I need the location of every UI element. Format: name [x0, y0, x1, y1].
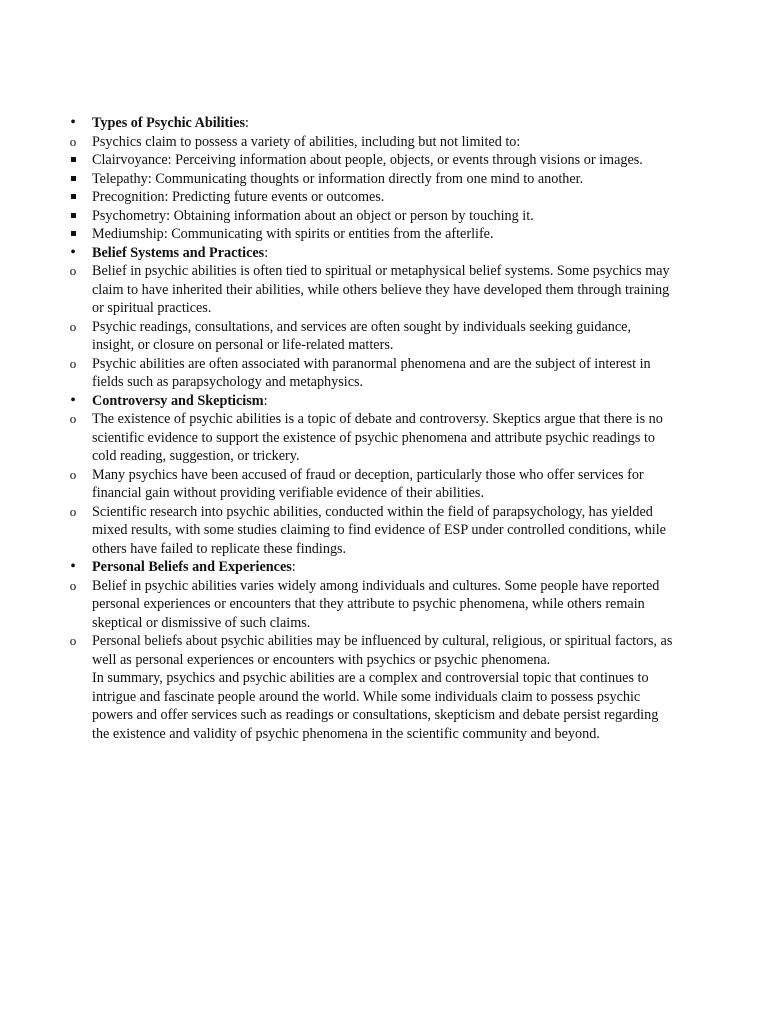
list-item [0, 466, 768, 503]
list-item [0, 225, 768, 244]
section-heading-row [0, 114, 768, 133]
square-bullet-icon [66, 207, 80, 226]
list-item-text: Personal beliefs about psychic abilities may be influenced by cultural, religious, or spiritual factors, as well as personal experiences or encounters with psychics or psychic phenomena. [92, 633, 673, 668]
section-heading: Personal Beliefs and Experiences [92, 559, 292, 575]
list-item-text: Scientific research into psychic abilities, conducted within the field of parapsychology, has yielded mixed results, with some studies claiming to find evidence of ESP under controlled conditions, while others have failed to replicate these findings. [92, 503, 666, 557]
section-heading: Types of Psychic Abilities [92, 115, 246, 131]
circle-bullet-icon [66, 503, 80, 522]
list-item [0, 170, 768, 189]
list-item-text: Clairvoyance: Perceiving information about people, objects, or events through visions or images. [92, 152, 643, 168]
list-item-text: Precognition: Predicting future events or outcomes. [92, 189, 385, 205]
section-heading-row [0, 558, 768, 577]
section-heading-row [0, 244, 768, 263]
disc-bullet-icon [66, 558, 80, 577]
summary-paragraph: In summary, psychics and psychic abilities are a complex and controversial topic that continues to intrigue and fascinate people around the world. While some individuals claim to possess psychic powers and offer services such as readings or consultations, skepticism and debate persist regarding the existence and validity of psychic phenomena in the scientific community and beyond. [92, 670, 659, 742]
section-heading: Controversy and Skepticism [92, 392, 264, 409]
list-item-text: Psychics claim to possess a variety of abilities, including but not limited to: [92, 133, 521, 150]
document-page [0, 114, 768, 743]
list-item-text: Belief in psychic abilities is often tied to spiritual or metaphysical belief systems. Some psychics may claim to have inherited their abilities, while others believe they have developed them through training or spiritual practices. [92, 263, 670, 316]
list-item [0, 133, 768, 152]
list-item-text: Telepathy: Communicating thoughts or information directly from one mind to another. [92, 170, 584, 187]
list-item [0, 262, 768, 318]
list-item-text: Belief in psychic abilities varies widely among individuals and cultures. Some people have reported personal experiences or encounters that they attribute to psychic phenomena, while others remain skeptical or dismissive of such claims. [92, 577, 660, 631]
heading-colon: : [245, 115, 249, 131]
list-item-text: Psychometry: Obtaining information about an object or person by touching it. [92, 207, 534, 224]
circle-bullet-icon [66, 355, 80, 374]
list-item [0, 632, 768, 669]
list-item [0, 188, 768, 207]
circle-bullet-icon [66, 133, 80, 152]
list-item-text: The existence of psychic abilities is a topic of debate and controversy. Skeptics argue that there is no scientific evidence to support the existence of psychic phenomena and attribute psychic readings to cold reading, suggestion, or trickery. [92, 411, 663, 464]
disc-bullet-icon [66, 392, 80, 411]
circle-bullet-icon [66, 632, 80, 651]
list-item [0, 151, 768, 170]
list-item-text: Psychic readings, consultations, and services are often sought by individuals seeking guidance, insight, or closure on personal or life-related matters. [92, 318, 632, 353]
heading-colon: : [291, 559, 296, 575]
list-item-text: Mediumship: Communicating with spirits or entities from the afterlife. [92, 226, 494, 242]
list-item [0, 318, 768, 355]
disc-bullet-icon [66, 244, 80, 263]
list-item [0, 207, 768, 226]
section-heading-row [0, 392, 768, 411]
heading-colon: : [264, 244, 269, 261]
circle-bullet-icon [66, 318, 80, 337]
square-bullet-icon [66, 151, 80, 170]
list-item [0, 577, 768, 633]
circle-bullet-icon [66, 466, 80, 485]
circle-bullet-icon [66, 262, 80, 281]
disc-bullet-icon [66, 114, 80, 133]
circle-bullet-icon [66, 410, 80, 429]
heading-colon: : [263, 392, 268, 409]
list-item [0, 503, 768, 559]
section-heading: Belief Systems and Practices [92, 244, 265, 261]
list-item-text: Psychic abilities are often associated with paranormal phenomena and are the subject of interest in fields such as parapsychology and metaphysics. [92, 355, 651, 390]
square-bullet-icon [66, 188, 80, 207]
list-item-text: Many psychics have been accused of fraud or deception, particularly those who offer services for financial gain without providing verifiable evidence of their abilities. [92, 466, 644, 501]
list-item [0, 355, 768, 392]
square-bullet-icon [66, 225, 80, 244]
circle-bullet-icon [66, 577, 80, 596]
square-bullet-icon [66, 170, 80, 189]
list-item [0, 410, 768, 466]
